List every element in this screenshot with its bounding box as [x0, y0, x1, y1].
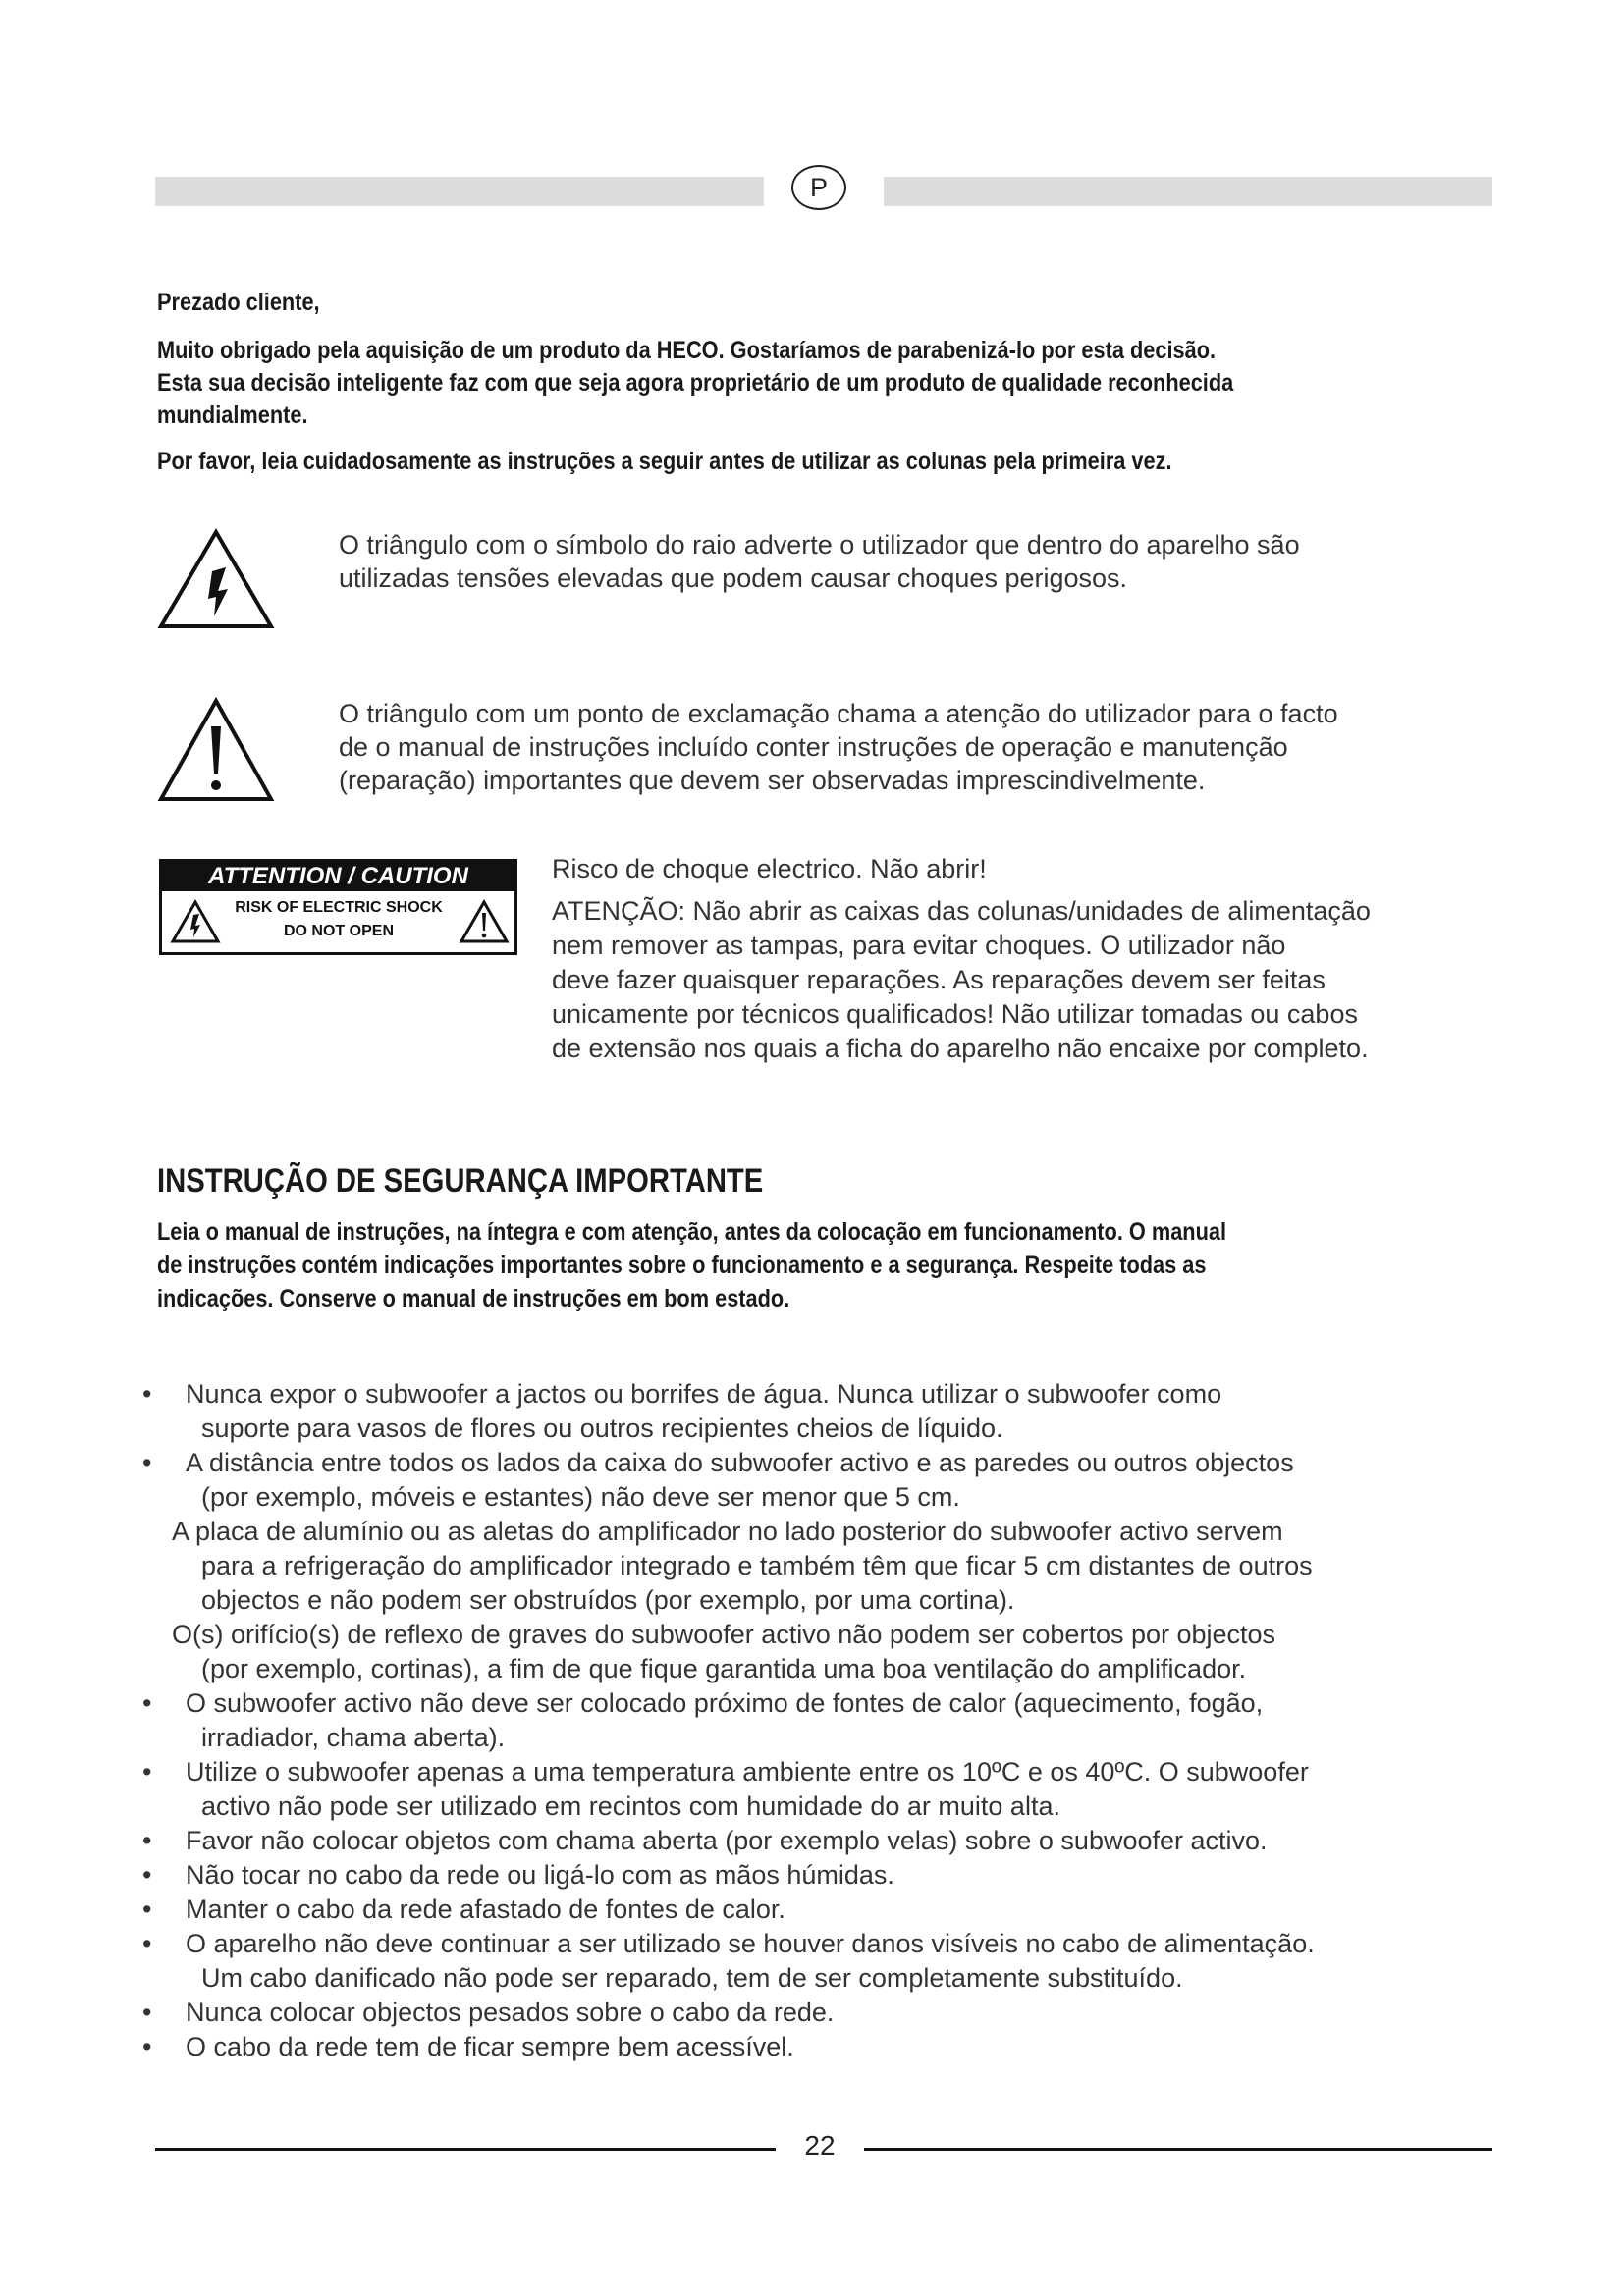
- list-item: [142, 1996, 1497, 2030]
- list-item-line: irradiador, chama aberta).: [201, 1723, 506, 1752]
- list-item-line: objectos e não podem ser obstruídos (por exemplo, por uma cortina).: [201, 1585, 1015, 1615]
- lightning-triangle-icon: [157, 528, 275, 631]
- list-item: [142, 1858, 1497, 1893]
- list-item-line: O(s) orifício(s) de reflexo de graves do subwoofer activo não podem ser cobertos por objectos: [172, 1620, 1276, 1649]
- greeting: Prezado cliente,: [157, 289, 320, 316]
- intro-line-2: Esta sua decisão inteligente faz com que seja agora proprietário de um produto de qualidade reconhecida: [157, 369, 1234, 397]
- lightning-line-2: utilizadas tensões elevadas que podem causar choques perigosos.: [339, 563, 1128, 593]
- page-footer: [155, 2130, 1492, 2169]
- list-item: [142, 1755, 1497, 1824]
- caution-line-1: RISK OF ELECTRIC SHOCK: [235, 899, 443, 916]
- risk-warning-text: [552, 852, 1494, 1066]
- list-item: [142, 1618, 1497, 1686]
- bullet: •: [142, 1688, 152, 1718]
- section-title: INSTRUÇÃO DE SEGURANÇA IMPORTANTE: [157, 1162, 764, 1200]
- exclamation-line-2: de o manual de instruções incluído conter instruções de operação e manutenção: [339, 732, 1288, 762]
- intro-line-4: Por favor, leia cuidadosamente as instruções a seguir antes de utilizar as colunas pela primeira vez.: [157, 448, 1172, 475]
- list-item-line: O subwoofer activo não deve ser colocado próximo de fontes de calor (aquecimento, fogão,: [186, 1688, 1264, 1718]
- risk-line-2: ATENÇÃO: Não abrir as caixas das colunas/unidades de alimentação: [552, 896, 1371, 926]
- list-item-line: O aparelho não deve continuar a ser utilizado se houver danos visíveis no cabo de alimentação.: [186, 1929, 1315, 1958]
- bullet: •: [142, 1929, 152, 1958]
- list-item-line: Um cabo danificado não pode ser reparado, tem de ser completamente substituído.: [201, 1963, 1183, 1993]
- list-item-line: para a refrigeração do amplificador integrado e também têm que ficar 5 cm distantes de outros: [201, 1551, 1313, 1580]
- list-item-line: Nunca colocar objectos pesados sobre o cabo da rede.: [186, 1998, 835, 2027]
- safety-intro-line-1: Leia o manual de instruções, na íntegra e com atenção, antes da colocação em funcionamento. O manual: [157, 1218, 1227, 1246]
- list-item-line: A placa de alumínio ou as aletas do amplificador no lado posterior do subwoofer activo servem: [172, 1517, 1283, 1546]
- bullet: •: [142, 1379, 152, 1409]
- list-item-line: O cabo da rede tem de ficar sempre bem acessível.: [186, 2032, 794, 2061]
- caution-label: [159, 859, 517, 955]
- lightning-line-1: O triângulo com o símbolo do raio adverte o utilizador que dentro do aparelho são: [339, 530, 1300, 560]
- caution-lightning-icon: [170, 899, 221, 944]
- list-item-line: (por exemplo, móveis e estantes) não deve ser menor que 5 cm.: [201, 1482, 960, 1512]
- list-item: [142, 2030, 1497, 2064]
- bullet: •: [142, 1448, 152, 1477]
- risk-line-1: Risco de choque electrico. Não abrir!: [552, 854, 987, 883]
- footer-rule-right: [864, 2148, 1492, 2151]
- header-bar-left: [155, 177, 764, 206]
- list-item: [142, 1893, 1497, 1927]
- safety-list: [142, 1377, 1497, 2064]
- bullet: •: [142, 1895, 152, 1924]
- safety-intro-line-3: indicações. Conserve o manual de instruções em bom estado.: [157, 1285, 790, 1312]
- list-item-line: Não tocar no cabo da rede ou ligá-lo com as mãos húmidas.: [186, 1860, 894, 1890]
- page-number: 22: [804, 2130, 836, 2161]
- bullet: •: [142, 2032, 152, 2061]
- header-bar-right: [884, 177, 1492, 206]
- list-item: [142, 1824, 1497, 1858]
- list-item-line: (por exemplo, cortinas), a fim de que fique garantida uma boa ventilação do amplificador.: [201, 1654, 1247, 1683]
- list-item: [142, 1446, 1497, 1515]
- exclamation-warning-text: [339, 697, 1338, 797]
- list-item-line: Manter o cabo da rede afastado de fontes de calor.: [186, 1895, 785, 1924]
- list-item-line: Utilize o subwoofer apenas a uma temperatura ambiente entre os 10ºC e os 40ºC. O subwoofer: [186, 1757, 1309, 1787]
- list-item-line: A distância entre todos os lados da caixa do subwoofer activo e as paredes ou outros objectos: [186, 1448, 1294, 1477]
- intro-line-1: Muito obrigado pela aquisição de um produto da HECO. Gostaríamos de parabenizá-lo por esta decisão.: [157, 337, 1217, 364]
- caution-line-2: DO NOT OPEN: [283, 923, 394, 939]
- bullet: •: [142, 1860, 152, 1890]
- risk-line-3: nem remover as tampas, para evitar choques. O utilizador não: [552, 931, 1286, 960]
- risk-line-6: de extensão nos quais a ficha do aparelho não encaixe por completo.: [552, 1034, 1369, 1063]
- list-item-line: Favor não colocar objetos com chama aberta (por exemplo velas) sobre o subwoofer activo.: [186, 1826, 1268, 1855]
- bullet: •: [142, 1826, 152, 1855]
- intro-line-3: mundialmente.: [157, 401, 308, 429]
- list-item-line: Nunca expor o subwoofer a jactos ou borrifes de água. Nunca utilizar o subwoofer como: [186, 1379, 1222, 1409]
- list-item: [142, 1686, 1497, 1755]
- caution-title: ATTENTION / CAUTION: [162, 862, 514, 891]
- language-badge: P: [791, 165, 846, 210]
- list-item-line: activo não pode ser utilizado em recintos com humidade do ar muito alta.: [201, 1791, 1060, 1821]
- safety-intro: [157, 1215, 1473, 1315]
- list-item: [142, 1515, 1497, 1618]
- risk-line-5: unicamente por técnicos qualificados! Não utilizar tomadas ou cabos: [552, 999, 1358, 1029]
- bullet: •: [142, 1757, 152, 1787]
- lightning-warning-text: [339, 528, 1300, 595]
- risk-line-4: deve fazer quaisquer reparações. As reparações devem ser feitas: [552, 965, 1326, 994]
- list-item: [142, 1377, 1497, 1446]
- bullet: •: [142, 1998, 152, 2027]
- language-header-bar: [155, 172, 1492, 206]
- list-item-line: suporte para vasos de flores ou outros recipientes cheios de líquido.: [201, 1414, 1003, 1443]
- footer-rule-left: [155, 2148, 776, 2151]
- list-item: [142, 1927, 1497, 1996]
- caution-exclamation-icon: [459, 899, 510, 944]
- exclamation-line-3: (reparação) importantes que devem ser observadas imprescindivelmente.: [339, 766, 1206, 795]
- safety-intro-line-2: de instruções contém indicações importantes sobre o funcionamento e a segurança. Respeite todas as: [157, 1252, 1207, 1279]
- exclamation-triangle-icon: [157, 697, 275, 805]
- exclamation-line-1: O triângulo com um ponto de exclamação chama a atenção do utilizador para o facto: [339, 699, 1338, 728]
- intro-section: [157, 287, 1473, 478]
